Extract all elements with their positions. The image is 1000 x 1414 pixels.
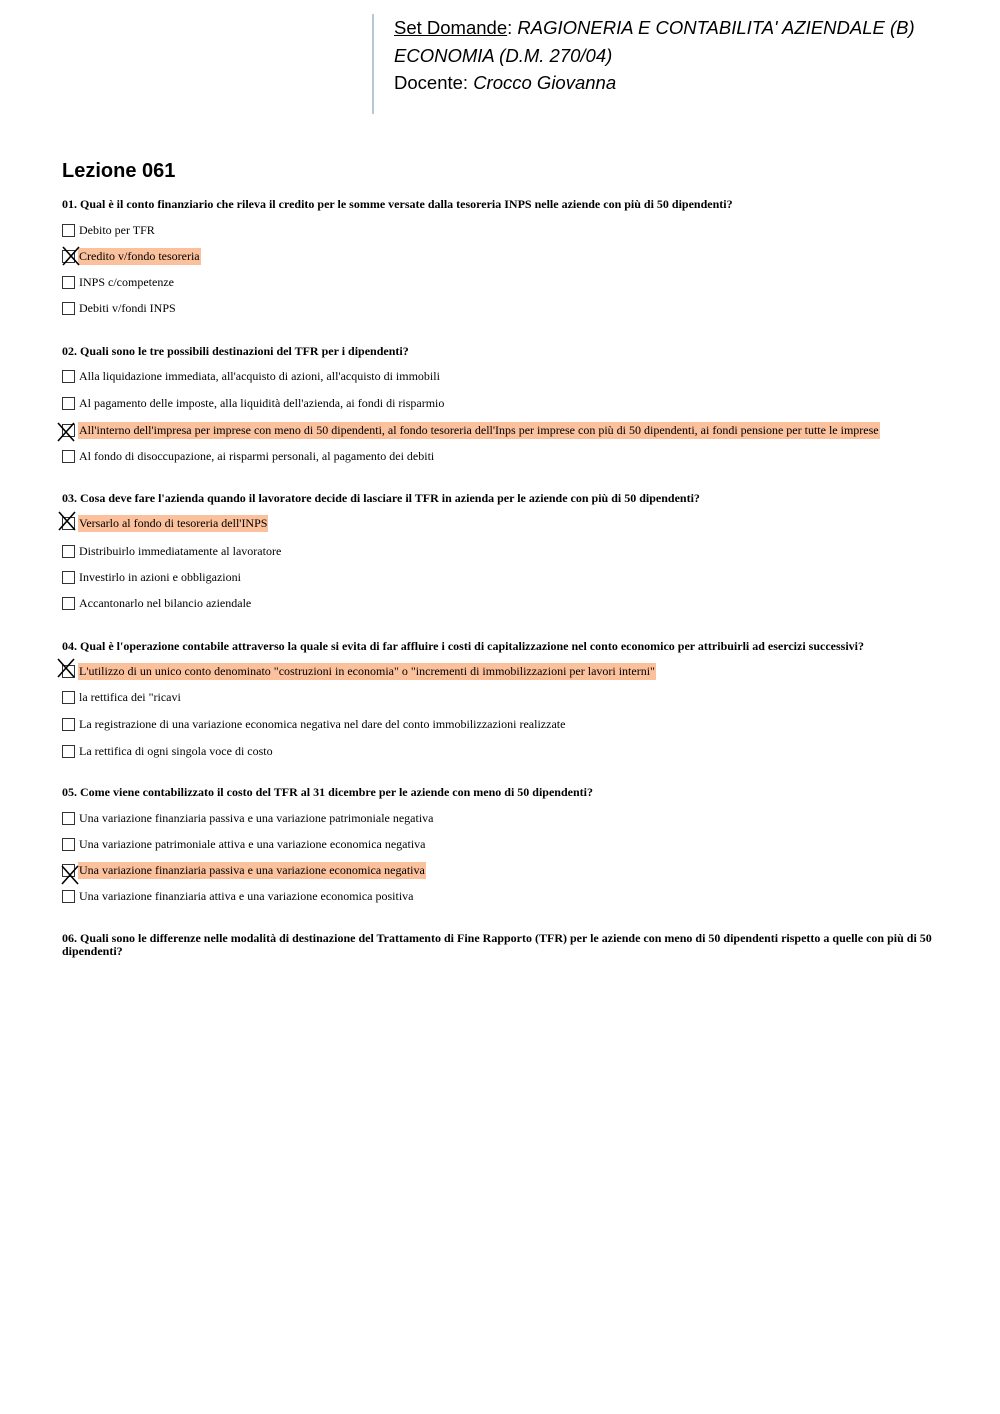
checkbox[interactable] — [62, 276, 75, 289]
set-title-line-1: RAGIONERIA E CONTABILITA' AZIENDALE (B) — [517, 17, 915, 38]
checkbox[interactable] — [62, 864, 75, 877]
question-02-option-c[interactable] — [62, 422, 880, 438]
question-01-option-a[interactable] — [62, 222, 156, 238]
question-02-option-d[interactable] — [62, 448, 435, 464]
question-06-text: 06. Quali sono le differenze nelle modalità di destinazione del Trattamento di Fine Rapporto (TFR) per le aziende con meno di 50 dipendenti rispetto a quelle con più di 50 dipendenti? — [62, 931, 932, 958]
question-05-option-a[interactable] — [62, 810, 435, 826]
option-text: Versarlo al fondo di tesoreria dell'INPS — [79, 515, 268, 530]
set-label: Set Domande — [394, 17, 508, 38]
checkbox[interactable] — [62, 545, 75, 558]
question-01-option-d[interactable] — [62, 300, 177, 316]
option-text: Una variazione finanziaria attiva e una variazione economica positiva — [79, 888, 414, 903]
option-text: Distribuirlo immediatamente al lavoratore — [79, 543, 282, 558]
checkbox[interactable] — [62, 691, 75, 704]
question-04-option-a[interactable] — [62, 663, 656, 679]
question-02-option-b[interactable] — [62, 395, 445, 411]
option-text: Una variazione finanziaria passiva e una variazione patrimoniale negativa — [79, 810, 434, 825]
question-05-option-b[interactable] — [62, 836, 427, 852]
option-text: L'utilizzo di un unico conto denominato "costruzioni in economia" o "incrementi di immobilizzazioni per lavori interni" — [79, 663, 655, 678]
question-05-option-d[interactable] — [62, 888, 415, 904]
option-text: Investirlo in azioni e obbligazioni — [79, 569, 241, 584]
question-05-text: 05. Come viene contabilizzato il costo del TFR al 31 dicembre per le aziende con meno di 50 dipendenti? — [62, 785, 593, 799]
option-text: Debiti v/fondi INPS — [79, 300, 176, 315]
document-header — [372, 14, 972, 114]
set-title-line-2: ECONOMIA (D.M. 270/04) — [394, 44, 613, 66]
option-text: La rettifica di ogni singola voce di costo — [79, 743, 273, 758]
question-03-option-c[interactable] — [62, 569, 242, 585]
checkbox[interactable] — [62, 224, 75, 237]
checkbox[interactable] — [62, 812, 75, 825]
checkbox[interactable] — [62, 424, 75, 437]
question-01-text: 01. Qual è il conto finanziario che rileva il credito per le somme versate dalla tesoreria INPS nelle aziende con più di 50 dipendenti? — [62, 197, 733, 211]
checkbox[interactable] — [62, 718, 75, 731]
checkbox[interactable] — [62, 450, 75, 463]
option-text: Debito per TFR — [79, 222, 155, 237]
question-03-option-a[interactable] — [62, 515, 268, 531]
question-04-option-b[interactable] — [62, 689, 182, 705]
option-text: Una variazione finanziaria passiva e una variazione economica negativa — [79, 862, 425, 877]
question-01-option-c[interactable] — [62, 274, 175, 290]
question-05-option-c[interactable] — [62, 862, 426, 878]
checkbox[interactable] — [62, 665, 75, 678]
checkbox[interactable] — [62, 745, 75, 758]
question-02-text: 02. Quali sono le tre possibili destinazioni del TFR per i dipendenti? — [62, 344, 409, 358]
checkbox[interactable] — [62, 517, 75, 530]
option-text: Accantonarlo nel bilancio aziendale — [79, 595, 252, 610]
question-03-text: 03. Cosa deve fare l'azienda quando il lavoratore decide di lasciare il TFR in azienda per le aziende con più di 50 dipendenti? — [62, 491, 700, 505]
question-02-option-a[interactable] — [62, 368, 441, 384]
lesson-title: Lezione 061 — [62, 160, 176, 182]
question-04-option-d[interactable] — [62, 743, 274, 759]
checkbox[interactable] — [62, 597, 75, 610]
checkbox[interactable] — [62, 250, 75, 263]
checkbox[interactable] — [62, 302, 75, 315]
teacher-label: Docente — [394, 72, 463, 93]
set-line-2 — [394, 42, 972, 70]
checkbox[interactable] — [62, 370, 75, 383]
option-text: Al pagamento delle imposte, alla liquidità dell'azienda, ai fondi di risparmio — [79, 395, 445, 410]
option-text: Al fondo di disoccupazione, ai risparmi personali, al pagamento dei debiti — [79, 448, 435, 463]
option-text: Alla liquidazione immediata, all'acquisto di azioni, all'acquisto di immobili — [79, 368, 440, 383]
option-text: INPS c/competenze — [79, 274, 174, 289]
teacher-line: Docente: Crocco Giovanna — [394, 72, 617, 93]
checkbox[interactable] — [62, 838, 75, 851]
checkbox[interactable] — [62, 571, 75, 584]
option-text: All'interno dell'impresa per imprese con meno di 50 dipendenti, al fondo tesoreria dell'Inps per imprese con più di 50 dipendenti, ai fondi pensione per tutte le imprese — [79, 422, 879, 437]
option-text: Una variazione patrimoniale attiva e una variazione economica negativa — [79, 836, 426, 851]
option-text: Credito v/fondo tesoreria — [79, 248, 200, 263]
checkbox[interactable] — [62, 397, 75, 410]
set-line-1: Set Domande: RAGIONERIA E CONTABILITA' AZIENDALE (B) — [394, 17, 915, 38]
teacher-name: Crocco Giovanna — [473, 72, 617, 93]
question-01-option-b[interactable] — [62, 248, 201, 264]
question-04-text: 04. Qual è l'operazione contabile attraverso la quale si evita di far affluire i costi di capitalizzazione nel conto economico per attribuirli ad esercizi successivi? — [62, 639, 864, 653]
question-03-option-b[interactable] — [62, 543, 282, 559]
question-03-option-d[interactable] — [62, 595, 252, 611]
checkbox[interactable] — [62, 890, 75, 903]
option-text: La registrazione di una variazione economica negativa nel dare del conto immobilizzazioni realizzate — [79, 716, 566, 731]
option-text: la rettifica dei "ricavi — [79, 689, 181, 704]
question-04-option-c[interactable] — [62, 716, 566, 732]
